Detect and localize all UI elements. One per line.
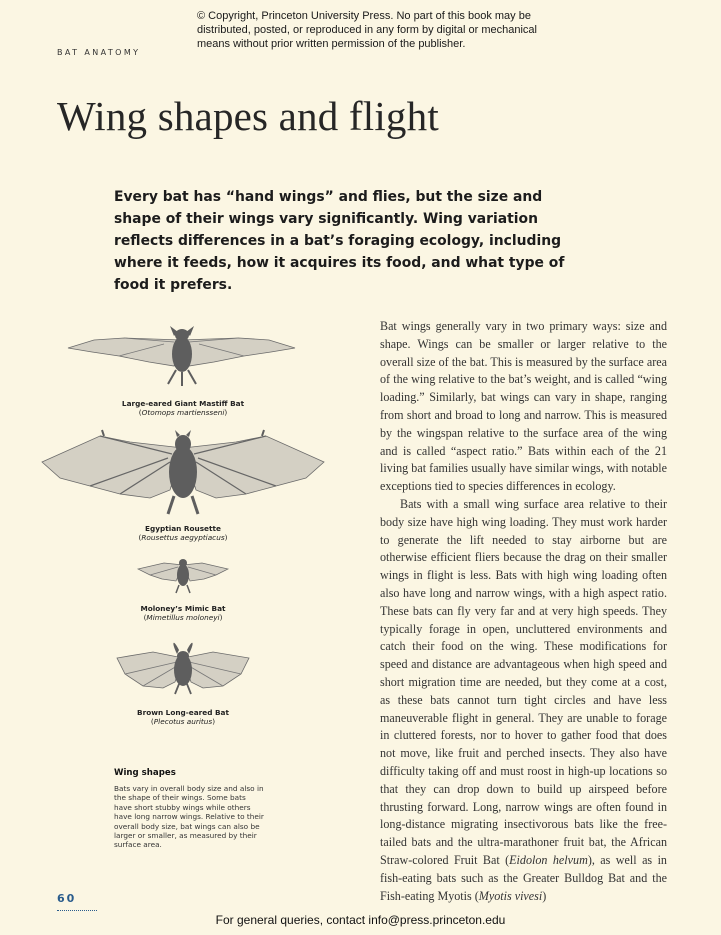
bat-caption xyxy=(83,604,283,622)
page-number: 60 xyxy=(57,892,77,905)
bat-common-name: Brown Long-eared Bat xyxy=(137,708,229,717)
mastiff-bat-illustration xyxy=(64,322,299,390)
bat-caption xyxy=(83,524,283,542)
bat-common-name: Moloney’s Mimic Bat xyxy=(140,604,226,613)
body-text xyxy=(380,318,667,905)
bat-common-name: Egyptian Rousette xyxy=(145,524,221,533)
bat-latin-name: (Mimetillus moloneyi) xyxy=(143,613,223,622)
page-title: Wing shapes and flight xyxy=(57,93,439,139)
bat-latin-name: (Rousettus aegyptiacus) xyxy=(138,533,228,542)
bat-caption xyxy=(83,708,283,726)
copyright-notice: © Copyright, Princeton University Press. No part of this book may be distributed, posted, or reproduced in any form by digital or mechanical means without prior written permission of the publisher. xyxy=(197,10,537,50)
body-paragraph: Bats with a small wing surface area relative to their body size have high wing loading. They must work harder to generate the lift needed to stay airborne but are otherwise efficient fliers because the drag on their smaller wings in flight is less. Bats with high wing loading often also have long and narrow wings, with a high aspect ratio. These bats can fly very far and at very high speeds. They typically forage in open, uncluttered environments and catch their food on the wing. These modifications for speed and distance are advantageous when high speed and short migration time are needed, but they come at a cost, as these bats cannot turn tight circles and have less maneuverable flight in general. They are unable to forage in cluttered forests, nor to hover to gather food that does not move, like fruit and perched insects. They also have difficulty taking off and must roost in high-up locations so that they can drop down to build up airspeed before thrusting forward. Long, narrow wings are often found in long-distance migrating insectivorous bats like the free-tailed bats and the ultra-marathoner fruit bat, the African Straw-colored Fruit Bat (Eidolon helvum), as well as in fish-eating bats such as the Greater Bulldog Bat and the Fish-eating Myotis (Myotis vivesi) xyxy=(380,496,667,903)
bat-caption xyxy=(83,399,283,417)
lead-paragraph: Every bat has “hand wings” and flies, but the size and shape of their wings vary significantly. Wing variation reflects differences in a bat’s foraging ecology, including where it feeds, how it acquires its food, and what type of food it prefers. xyxy=(114,189,565,293)
bat-common-name: Large-eared Giant Mastiff Bat xyxy=(121,399,245,408)
page-number-rule xyxy=(57,910,97,911)
long-eared-bat-illustration xyxy=(113,636,253,700)
sidebar-title: Wing shapes xyxy=(114,768,176,778)
section-label: BAT ANATOMY xyxy=(57,48,141,57)
footer-contact: For general queries, contact info@press.princeton.edu xyxy=(215,913,506,927)
bat-latin-name: (Plecotus auritus) xyxy=(150,717,216,726)
sidebar-text: Bats vary in overall body size and also in the shape of their wings. Some bats have short stubby wings while others have long narrow wings. Relative to their overall body size, bat wings can also be larger or smaller, as measured by their surface area. xyxy=(114,784,264,850)
body-paragraph: Bat wings generally vary in two primary ways: size and shape. Wings can be smaller or larger relative to the overall size of the bat. This is measured by the surface area of the wing relative to the bat’s weight, and is called “wing loading.” Similarly, bat wings can vary in shape, ranging from short and broad to long and narrow. This is measured by the wingspan relative to the surface area of the wing and is called “aspect ratio.” Bats within each of the 21 living bat families usually have similar wings, with notable exceptions tied to species differences in ecology. xyxy=(380,319,667,494)
bat-latin-name: (Otomops martiensseni) xyxy=(138,408,228,417)
mimic-bat-illustration xyxy=(136,555,230,595)
rousette-bat-illustration xyxy=(40,428,326,523)
